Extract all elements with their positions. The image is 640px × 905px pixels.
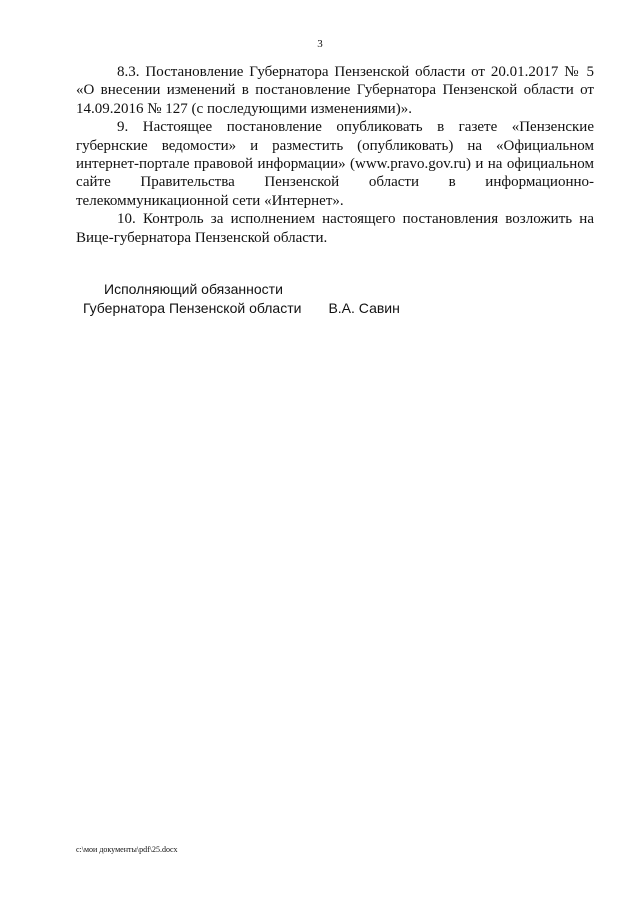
signatory-title-line1: Исполняющий обязанности bbox=[104, 281, 283, 297]
paragraph-9: 9. Настоящее постановление опубликовать в газете «Пензенские губернские ведомости» и разместить (опубликовать) на «Официальном интернет-портале правовой информации» (www.pravo.gov.ru) и на официальном сайте Правительства Пензенской области в информационно-телекоммуникационной сети «Интернет». bbox=[76, 119, 594, 209]
signatory-title-line2-wrapper bbox=[83, 299, 603, 318]
paragraph-10: 10. Контроль за исполнением настоящего постановления возложить на Вице-губернатора Пензенской области. bbox=[76, 211, 594, 246]
page-number: 3 bbox=[317, 38, 323, 50]
document-body bbox=[76, 63, 594, 247]
signatory-name: В.А. Савин bbox=[328, 300, 400, 316]
footer-file-path: c:\мои документы\pdf\25.docx bbox=[76, 845, 178, 854]
signatory-title-line2: Губернатора Пензенской области bbox=[83, 300, 302, 316]
signature-block bbox=[76, 280, 596, 318]
paragraph-8-3: 8.3. Постановление Губернатора Пензенской области от 20.01.2017 № 5 «О внесении изменений в постановление Губернатора Пензенской области от 14.09.2016 № 127 (с последующими изменениями)». bbox=[76, 64, 594, 117]
